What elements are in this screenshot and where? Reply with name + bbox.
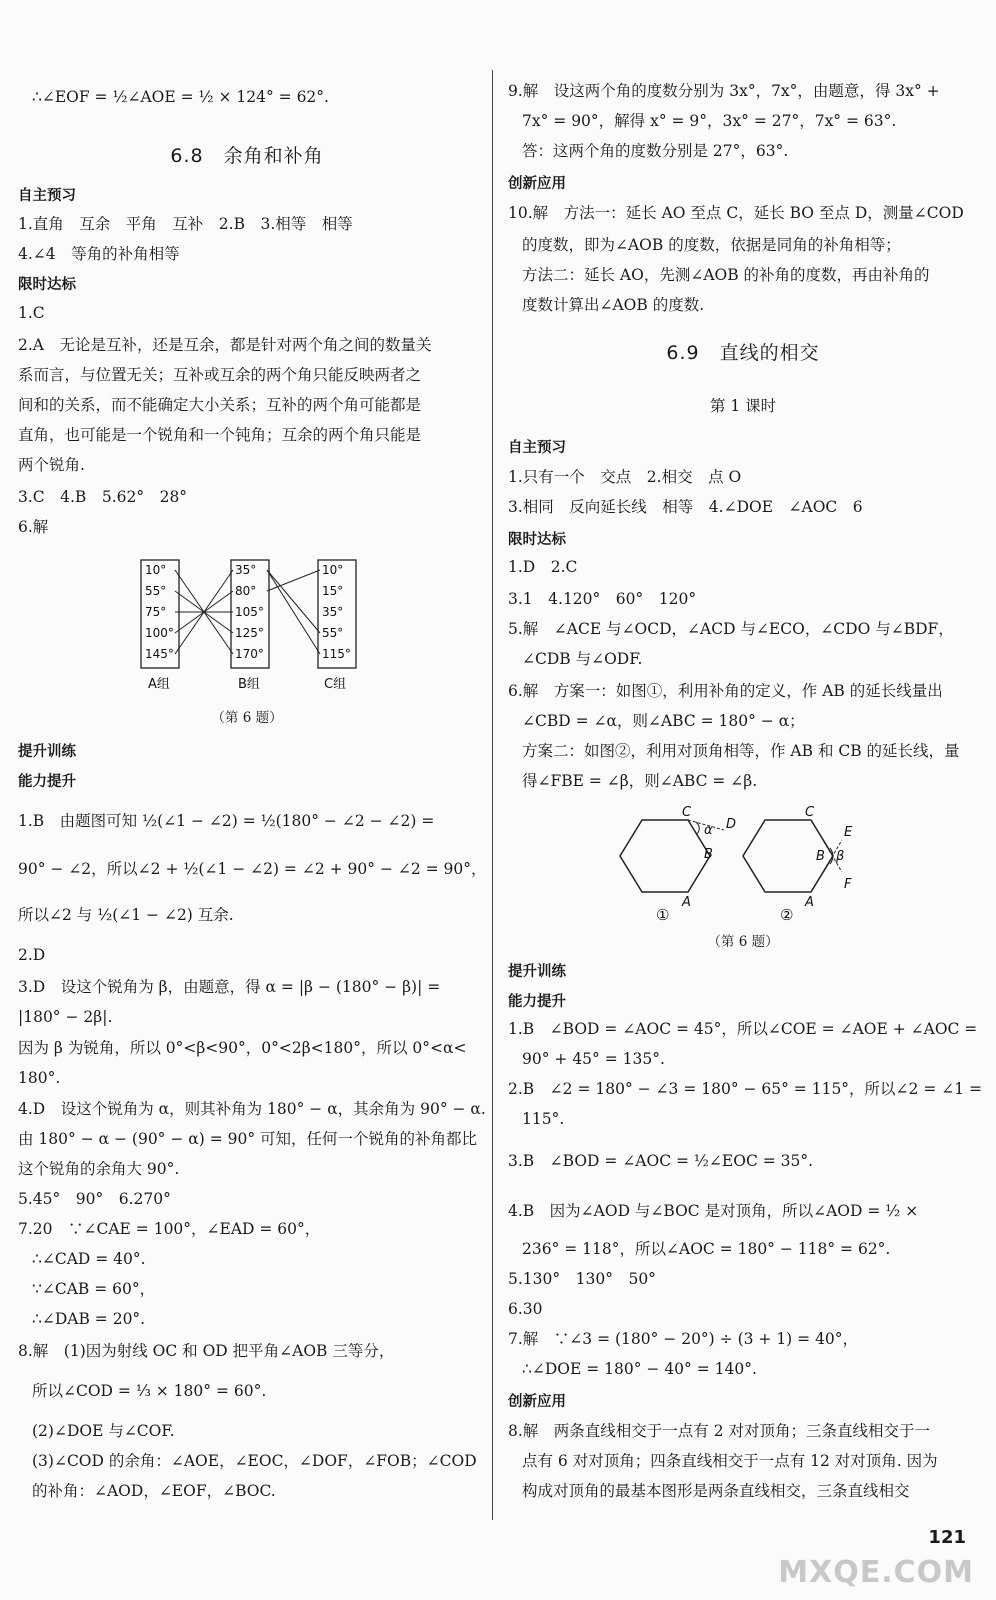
text-line: 2.A 无论是互补，还是互余，都是针对两个角之间的数量关 [18,336,432,354]
text-line: 5.45° 90° 6.270° [18,1190,171,1208]
text-line: 2.B ∠2 = 180° − ∠3 = 180° − 65° = 115°，所以∠2 = ∠1 = [508,1080,983,1098]
text-line: 两个锐角. [18,456,85,474]
text-line: 系而言，与位置无关；互补或互余的两个角只能反映两者之 [18,366,422,384]
group-c-value: 115° [322,647,351,661]
text-line: 点有 6 对对顶角；四条直线相交于一点有 12 对对顶角. 因为 [522,1452,938,1470]
text-line: ∴∠CAD = 40°. [32,1250,146,1268]
group-c-value: 15° [322,584,344,598]
text-line: 90° + 45° = 135°. [522,1050,665,1068]
text-line: 1.B ∠BOD = ∠AOC = 45°，所以∠COE = ∠AOE + ∠AOC = [508,1020,978,1038]
text-line: 3.C 4.B 5.62° 28° [18,488,188,506]
label-e: E [844,825,853,840]
text-line: 7.20 ∵∠CAE = 100°，∠EAD = 60°， [18,1220,321,1238]
heading-ability: 能力提升 [508,994,566,1010]
column-divider [492,70,493,1520]
text-line: 8.解 (1)因为射线 OC 和 OD 把平角∠AOB 三等分， [18,1342,395,1360]
text-line: (2)∠DOE 与∠COF. [32,1422,175,1440]
text-line: 5.130° 130° 50° [508,1270,656,1288]
text-line: 答：这两个角的度数分别是 27°，63°. [522,142,789,160]
label-beta: β [836,849,845,864]
text-line: 方案二：如图②，利用对顶角相等，作 AB 和 CB 的延长线，量 [522,742,960,760]
text-line: 3.1 4.120° 60° 120° [508,590,697,608]
label-alpha: α [704,823,713,838]
heading-train: 提升训练 [18,744,76,760]
text-line: 236° = 118°，所以∠AOC = 180° − 118° = 62°. [522,1240,891,1258]
group-a-value: 10° [145,563,167,577]
text-line: |180° − 2β|. [18,1008,113,1026]
text-line: 所以∠2 与 ½(∠1 − ∠2) 互余. [18,906,234,924]
text-line: ∠CBD = ∠α，则∠ABC = 180° − α； [522,712,805,730]
text-line: 10.解 方法一：延长 AO 至点 C，延长 BO 至点 D，测量∠COD [508,204,964,222]
section-title: 6.8 余角和补角 [170,145,324,167]
figure-number-1: ① [656,906,670,924]
text-line: 1.B 由题图可知 ½(∠1 − ∠2) = ½(180° − ∠2 − ∠2) = [18,812,435,830]
text-line: 6.解 方案一：如图①，利用补角的定义，作 AB 的延长线量出 [508,682,943,700]
label-b: B [704,847,713,862]
figure-number-2: ② [780,906,794,924]
text-line: 8.解 两条直线相交于一点有 2 对对顶角；三条直线相交于一 [508,1422,931,1440]
label-c: C [682,805,692,820]
text-line: 1.直角 互余 平角 互补 2.B 3.相等 相等 [18,215,353,233]
text-line: 4.B 因为∠AOD 与∠BOC 是对顶角，所以∠AOD = ½ × [508,1202,919,1220]
lesson-title: 第 1 课时 [709,397,777,415]
text-line: 得∠FBE = ∠β，则∠ABC = ∠β. [522,772,758,790]
text-line: 由 180° − α − (90° − α) = 90° 可知，任何一个锐角的补角都比 [18,1130,478,1148]
text-line: 1.D 2.C [508,558,578,576]
group-b-value: 35° [235,563,257,577]
text-line: 1.只有一个 交点 2.相交 点 O [508,468,742,486]
text-line: 2.D [18,946,46,964]
group-b-value: 170° [235,647,264,661]
hexagon-1 [620,820,710,892]
text-line: 间和的关系，而不能确定大小关系；互补的两个角可能都是 [18,396,422,414]
text-line: 9.解 设这两个角的度数分别为 3x°，7x°，由题意，得 3x° + [508,82,940,100]
text-line: ∴∠DAB = 20°. [32,1310,146,1328]
heading-limit: 限时达标 [18,277,76,293]
watermark: MXQE.COM [778,1555,974,1590]
text-line: 6.30 [508,1300,543,1318]
group-b-value: 80° [235,584,257,598]
text-line: 180°. [18,1069,61,1087]
group-a-value: 100° [145,626,174,640]
group-c-value: 35° [322,605,344,619]
heading-innovation: 创新应用 [508,1394,566,1410]
text-line: ∠CDB 与∠ODF. [522,650,643,668]
text-line: 3.D 设这个锐角为 β，由题意，得 α = |β − (180° − β)| = [18,978,441,996]
section-title: 6.9 直线的相交 [666,342,820,364]
hexagon-figures [508,798,978,928]
text-line: 6.解 [18,518,49,536]
text-line: ∴∠EOF = ½∠AOE = ½ × 124° = 62°. [32,88,329,106]
label-a: A [805,895,814,910]
label-c: C [805,805,815,820]
heading-preview: 自主预习 [508,440,566,456]
group-a-value: 55° [145,584,167,598]
heading-limit: 限时达标 [508,532,566,548]
text-line: 这个锐角的余角大 90°. [18,1160,180,1178]
text-line: 115°. [522,1110,565,1128]
heading-preview: 自主预习 [18,188,76,204]
text-line: 所以∠COD = ⅓ × 180° = 60°. [32,1382,267,1400]
label-a: A [682,895,691,910]
text-line: 7x° = 90°，解得 x° = 9°，3x° = 27°，7x° = 63°. [522,112,897,130]
text-line: 构成对顶角的最基本图形是两条直线相交，三条直线相交 [522,1482,910,1500]
text-line: 的补角：∠AOD，∠EOF，∠BOC. [32,1482,276,1500]
text-line: 直角，也可能是一个锐角和一个钝角；互余的两个角只能是 [18,426,422,444]
text-line: ∵∠CAB = 60°， [32,1280,156,1298]
text-line: 3.B ∠BOD = ∠AOC = ½∠EOC = 35°. [508,1152,814,1170]
text-line: 方法二：延长 AO，先测∠AOB 的补角的度数，再由补角的 [522,266,930,284]
text-line: 90° − ∠2，所以∠2 + ½(∠1 − ∠2) = ∠2 + 90° − ∠2 = 90°， [18,860,487,878]
matching-figure [18,550,476,700]
page-number: 121 [928,1527,966,1548]
figure-caption: （第 6 题） [211,710,283,726]
label-f: F [844,877,852,892]
group-b-value: 105° [235,605,264,619]
group-b-value: 125° [235,626,264,640]
text-line: 的度数，即为∠AOB 的度数，依据是同角的补角相等； [522,236,901,254]
heading-ability: 能力提升 [18,774,76,790]
group-b-label: B组 [238,677,260,692]
group-a-value: 75° [145,605,167,619]
label-b: B [816,849,825,864]
text-line: 4.∠4 等角的补角相等 [18,245,180,263]
figure-caption: （第 6 题） [707,934,779,950]
heading-innovation: 创新应用 [508,176,566,192]
group-c-value: 10° [322,563,344,577]
group-a-label: A组 [148,677,170,692]
text-line: 度数计算出∠AOB 的度数. [522,296,705,314]
text-line: 7.解 ∵∠3 = (180° − 20°) ÷ (3 + 1) = 40°， [508,1330,859,1348]
text-line: (3)∠COD 的余角：∠AOE，∠EOC，∠DOF，∠FOB；∠COD [32,1452,477,1470]
text-line: 4.D 设这个锐角为 α，则其补角为 180° − α，其余角为 90° − α. [18,1100,486,1118]
group-c-value: 55° [322,626,344,640]
text-line: 因为 β 为锐角，所以 0°<β<90°，0°<2β<180°，所以 0°<α< [18,1039,467,1057]
text-line: 3.相同 反向延长线 相等 4.∠DOE ∠AOC 6 [508,498,863,516]
text-line: 5.解 ∠ACE 与∠OCD，∠ACD 与∠ECO，∠CDO 与∠BDF， [508,620,954,638]
text-line: 1.C [18,304,45,322]
text-line: ∴∠DOE = 180° − 40° = 140°. [522,1360,757,1378]
group-c-label: C组 [324,677,347,692]
group-a-value: 145° [145,647,174,661]
heading-train: 提升训练 [508,964,566,980]
label-d: D [726,817,737,832]
